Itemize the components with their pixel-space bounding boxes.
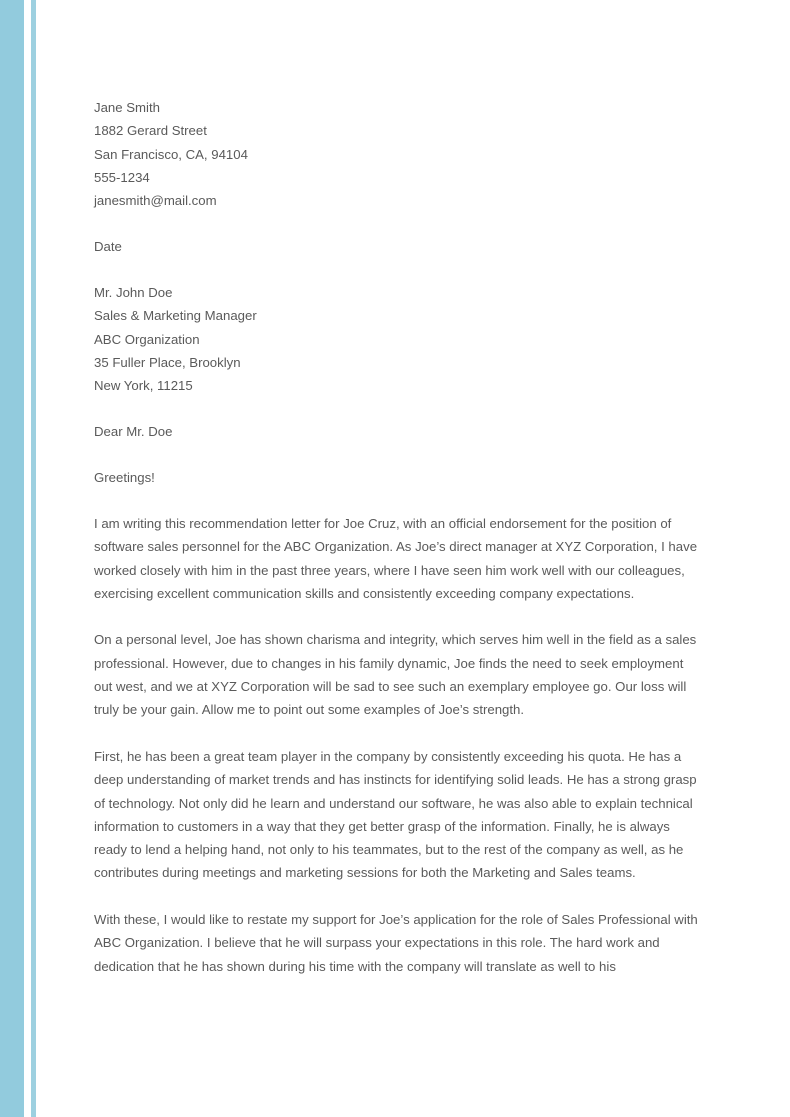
greeting-text: Greetings! [94, 470, 155, 485]
decorative-accent-bar-wide [0, 0, 24, 1117]
sender-name: Jane Smith [94, 100, 160, 115]
letter-body [94, 512, 698, 978]
sender-street: 1882 Gerard Street [94, 123, 207, 139]
recipient-title: Sales & Marketing Manager [94, 308, 257, 324]
date-block [94, 235, 698, 258]
body-paragraph: With these, I would like to restate my support for Joe’s application for the role of Sales Professional with ABC Organization. I believe that he will surpass your expectations in this role. The hard work and dedication that he has shown during his time with the company will translate as well to his [94, 912, 698, 974]
sender-phone: 555-1234 [94, 169, 150, 185]
recipient-city-state-zip: New York, 11215 [94, 378, 193, 394]
sender-email: janesmith@mail.com [94, 193, 217, 209]
body-paragraph: On a personal level, Joe has shown charisma and integrity, which serves him well in the field as a sales professional. However, due to changes in his family dynamic, Joe finds the need to seek employment out west, and we at XYZ Corporation will be sad to see such an exemplary employee go. Our loss will truly be your gain. Allow me to point out some examples of Joe’s strength. [94, 632, 697, 718]
recipient-organization: ABC Organization [94, 331, 200, 347]
recipient-street: 35 Fuller Place, Brooklyn [94, 354, 241, 370]
salutation-text: Dear Mr. Doe [94, 424, 173, 439]
body-paragraph: First, he has been a great team player in the company by consistently exceeding his quota. He has a deep understanding of market trends and has instincts for identifying solid leads. He has a strong grasp of technology. Not only did he learn and understand our software, he was also able to explain technical information to customers in a way that they get better grasp of the information. Finally, he is always ready to lend a helping hand, not only to his teammates, but to the rest of the company as well, as he contributes during meetings and marketing sessions for both the Marketing and Sales teams. [94, 748, 697, 881]
date-placeholder: Date [94, 239, 122, 254]
salutation-block [94, 420, 698, 443]
sender-address-block [94, 96, 698, 212]
recipient-address-block [94, 281, 698, 397]
recipient-name: Mr. John Doe [94, 285, 173, 300]
sender-city-state-zip: San Francisco, CA, 94104 [94, 146, 248, 162]
body-paragraph: I am writing this recommendation letter for Joe Cruz, with an official endorsement for the position of software sales personnel for the ABC Organization. As Joe’s direct manager at XYZ Corporation, I have worked closely with him in the past three years, where I have seen him work well with our colleagues, exercising excellent communication skills and consistently exceeding company expectations. [94, 516, 698, 601]
decorative-accent-bar-thin [31, 0, 36, 1117]
greeting-block [94, 466, 698, 489]
